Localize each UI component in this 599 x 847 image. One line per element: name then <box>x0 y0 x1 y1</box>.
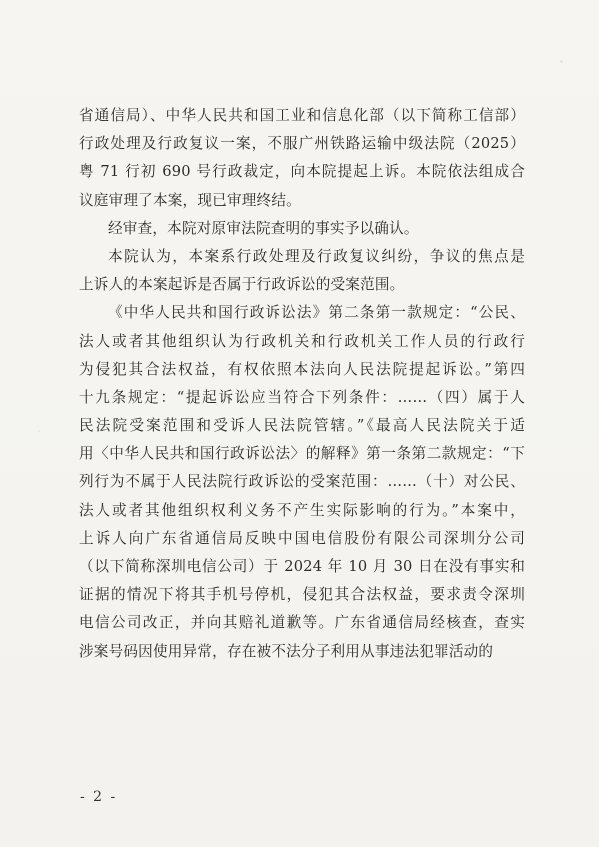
text-line: 议庭审理了本案，现已审理终结。 <box>79 191 301 209</box>
text-line: 上诉人向广东省通信局反映中国电信股份有限公司深圳分公司 <box>79 529 525 547</box>
text-line: 为侵犯其合法权益，有权依照本法向人民法院提起诉讼。”第四 <box>79 360 525 378</box>
paragraph <box>79 102 525 215</box>
scan-speck <box>38 430 40 432</box>
paragraph <box>79 243 525 299</box>
text-line: （以下简称深圳电信公司）于 2024 年 10 月 30 日在没有事实和 <box>79 558 525 575</box>
text-line: 上诉人的本案起诉是否属于行政诉讼的受案范围。 <box>79 276 405 294</box>
document-body <box>79 102 525 666</box>
text-line: 法人或者其他组织认为行政机关和行政机关工作人员的行政行 <box>79 332 525 350</box>
text-line: 十九条规定：“提起诉讼应当符合下列条件：……（四）属于人 <box>79 388 525 406</box>
text-line: 省通信局）、中华人民共和国工业和信息化部（以下简称工信部） <box>79 107 525 124</box>
text-line: 电信公司改正，并向其赔礼道歉等。广东省通信局经核查，查实 <box>79 614 525 632</box>
scan-speck <box>560 60 563 63</box>
text-line: 本院认为，本案系行政处理及行政复议纠纷，争议的焦点是 <box>108 247 525 265</box>
text-line: 证据的情况下将其手机号停机，侵犯其合法权益，要求责令深圳 <box>79 586 525 604</box>
text-line: 经审查，本院对原审法院查明的事实予以确认。 <box>108 219 419 237</box>
text-line: 民法院受案范围和受诉人民法院管辖。”《最高人民法院关于适 <box>79 417 525 435</box>
text-line: 《中华人民共和国行政诉讼法》第二条第一款规定：“公民、 <box>108 304 525 322</box>
paragraph <box>79 215 525 243</box>
text-line: 行政处理及行政复议一案，不服广州铁路运输中级法院（2025） <box>79 135 525 153</box>
text-line: 涉案号码因使用异常，存在被不法分子利用从事违法犯罪活动的 <box>79 642 494 660</box>
text-line: 粤 71 行初 690 号行政裁定，向本院提起上诉。本院依法组成合 <box>79 163 525 181</box>
text-line: 用〈中华人民共和国行政诉讼法〉的解释》第一条第二款规定：“下 <box>79 445 525 463</box>
text-line: 列行为不属于人民法院行政诉讼的受案范围：……（十）对公民、 <box>79 473 525 491</box>
paragraph <box>79 299 525 665</box>
page-number: - 2 - <box>80 789 118 805</box>
text-line: 法人或者其他组织权利义务不产生实际影响的行为。”本案中， <box>79 501 525 519</box>
